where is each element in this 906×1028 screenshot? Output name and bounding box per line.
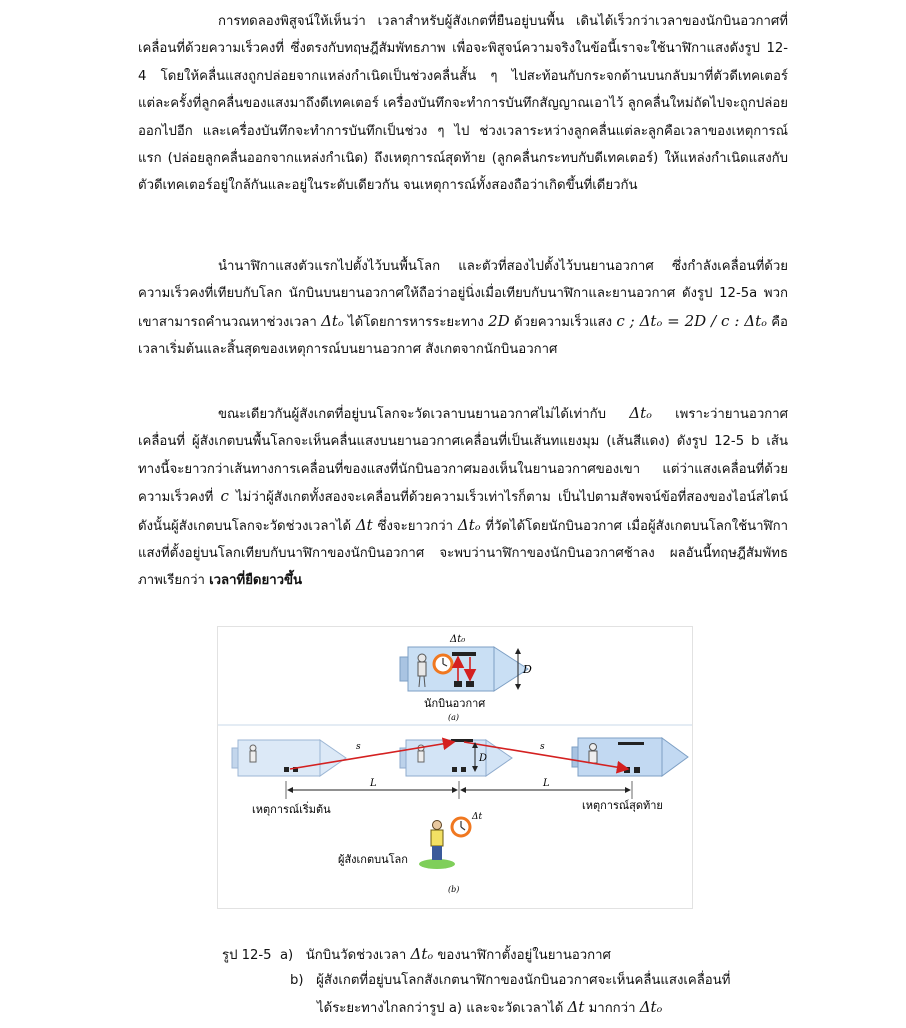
paragraph-2-text-b: ได้โดยการหารระยะทาง: [348, 314, 484, 330]
caption-a-tag: a): [279, 948, 294, 963]
math-2d: 2D: [488, 311, 510, 330]
spaceship-end: [572, 738, 688, 776]
label-astronaut: นักบินอวกาศ: [424, 697, 486, 710]
paragraph-3-text-c: ไม่ว่าผู้สังเกตทั้งสองจะเคลื่อนที่ด้วยความเร็วเท่าไรก็ตาม เป็นไปตามสัจพจน์ข้อที่สองของไอน์สไตน์ ดังนั้นผู้สังเกตบนโลกจะวัดช่วงเวลาได้: [138, 490, 788, 534]
paragraph-3-text-b: เพราะว่ายานอวกาศเคลื่อนที่ ผู้สังเกตบนพื้นโลกจะเห็นคลื่นแสงบนยานอวกาศเคลื่อนที่เป็นเส้นทแยงมุม (เส้นสีแดง) ดังรูป 12-5 b เส้นทางนี้จะยาวกว่าเส้นทางการเคลื่อนที่ของแสงที่นักบินอวกาศมองเห็นในยานอวกาศของเขา แต่ว่าแสงเคลื่อนที่ด้วยความเร็วคงที่: [138, 407, 788, 506]
figure-caption-b2: [317, 994, 662, 1022]
figure-caption-a: [222, 941, 611, 969]
label-L1: L: [370, 778, 377, 789]
paragraph-3-text-d: ซึ่งจะยาวกว่า: [377, 518, 454, 534]
label-s2: s: [540, 742, 545, 752]
caption-b-tag: b): [290, 973, 304, 988]
caption-b-line-1: ผู้สังเกตที่อยู่บนโลกสังเกตนาฬิกาของนักบินอวกาศจะเห็นคลื่นแสงเคลื่อนที่: [316, 973, 731, 988]
paragraph-1-text: การทดลองพิสูจน์ให้เห็นว่า เวลาสำหรับผู้สังเกตที่ยืนอยู่บนพื้น เดินได้เร็วกว่าเวลาของนักบินอวกาศที่เคลื่อนที่ด้วยความเร็วคงที่ ซึ่งตรงกับทฤษฎีสัมพัทธภาพ เพื่อจะพิสูจน์ความจริงในข้อนี้เราจะใช้นาฬิกาแสงดังรูป 12-4 โดยให้คลื่นแสงถูกปล่อยจากแหล่งกำเนิดเป็นช่วงคลื่นสั้น ๆ ไปสะท้อนกับกระจกด้านบนกลับมาที่ตัวดีเทคเตอร์ แต่ละครั้งที่ลูกคลื่นของแสงมาถึงดีเทคเตอร์ เครื่องบันทึกจะทำการบันทึกสัญญาณเอาไว้ ลูกคลื่นใหม่ถัดไปจะถูกปล่อยออกไปอีก และเครื่องบันทึกจะทำการบันทึกเป็นช่วง ๆ ไป ช่วงเวลาระหว่างลูกคลื่นแต่ละลูกคือเวลาของเหตุการณ์แรก (ปล่อยลูกคลื่นออกจากแหล่งกำเนิด) ถึงเหตุการณ์สุดท้าย (ลูกคลื่นกระทบกับดีเทคเตอร์) ให้แหล่งกำเนิดแสงกับตัวดีเทคเตอร์อยู่ใกล้กันและอยู่ในระดับเดียวกัน จนเหตุการณ์ทั้งสองถือว่าเกิดขึ้นที่เดียวกัน: [138, 14, 788, 194]
figure-illustration: [218, 627, 692, 908]
spaceship-middle: [400, 739, 512, 776]
label-L2: L: [543, 778, 550, 789]
label-earth-observer: ผู้สังเกตบนโลก: [338, 853, 408, 866]
paragraph-2-text-a: นำนาฬิกาแสงตัวแรกไปตั้งไว้บนพื้นโลก และตัวที่สองไปตั้งไว้บนยานอวกาศ ซึ่งกำลังเคลื่อนที่ด้วยความเร็วคงที่เทียบกับโลก นักบินบนยานอวกาศให้ถือว่าอยู่นิ่งเมื่อเทียบกับนาฬิกาและยานอวกาศ ดังรูป 12-5a พวกเขาสามารถคำนวณหาช่วงเวลา: [138, 259, 788, 330]
figure-12-5: [217, 626, 693, 909]
ground-patch: [419, 859, 455, 869]
math-delta-t0: Δtₒ: [639, 998, 663, 1016]
math-c: c: [220, 487, 229, 506]
label-delta-t: Δt: [472, 812, 483, 822]
math-delta-t: Δt: [567, 998, 585, 1016]
math-equation: c ; Δtₒ = 2D / c : Δtₒ: [616, 311, 767, 330]
clock-icon: [434, 655, 452, 673]
label-D-a: D: [523, 663, 532, 676]
paragraph-3-text-e: ที่วัดได้โดยนักบินอวกาศ เมื่อผู้สังเกตบนโลกใช้นาฬิกาแสงที่ตั้งอยู่บนโลกเทียบกับนาฬิกาของนักบินอวกาศ จะพบว่านาฬิกาของนักบินอวกาศช้าลง ผลอันนี้ทฤษฎีสัมพัทธภาพเรียกว่า: [138, 518, 788, 589]
math-delta-t: Δt: [355, 515, 373, 534]
math-delta-t0: Δtₒ: [321, 311, 344, 330]
spaceship-start: [232, 740, 346, 776]
math-delta-t0: Δtₒ: [457, 515, 481, 534]
paragraph-earth-observer: [138, 400, 788, 595]
figure-caption-b1: [290, 968, 730, 994]
paragraph-astronaut-measure: [138, 253, 788, 364]
label-delta-t0: Δt₀: [450, 634, 466, 645]
label-part-a: (a): [448, 713, 460, 722]
label-event-start: เหตุการณ์เริ่มต้น: [252, 803, 331, 816]
caption-b-line-2a: ได้ระยะทางไกลกว่ารูป a) และจะวัดเวลาได้: [317, 1001, 564, 1016]
math-delta-t0: Δtₒ: [629, 404, 652, 422]
label-part-b: (b): [448, 885, 460, 894]
math-delta-t0: Δtₒ: [410, 945, 434, 963]
caption-a-text-2: ของนาฬิกาตั้งอยู่ในยานอวกาศ: [437, 948, 611, 963]
paragraph-3-text-a: ขณะเดียวกันผู้สังเกตที่อยู่บนโลกจะวัดเวลาบนยานอวกาศไม่ได้เท่ากับ: [218, 407, 606, 422]
label-event-end: เหตุการณ์สุดท้าย: [582, 799, 663, 812]
paragraph-2-text-c: ด้วยความเร็วแสง: [514, 314, 613, 330]
caption-a-text-1: นักบินวัดช่วงเวลา: [305, 948, 407, 963]
clock-icon-observer: [452, 818, 470, 836]
caption-prefix: รูป 12-5: [222, 948, 272, 963]
label-D-b: D: [479, 753, 488, 764]
paragraph-2-text-d: คือเวลาเริ่มต้นและสิ้นสุดของเหตุการณ์บนยานอวกาศ สังเกตจากนักบินอวกาศ: [138, 314, 788, 358]
caption-b-line-2b: มากกว่า: [588, 1001, 636, 1016]
label-s1: s: [356, 742, 361, 752]
paragraph-light-clock-intro: [138, 8, 788, 200]
observer-figure: [431, 821, 443, 861]
term-time-dilation: เวลาที่ยืดยาวขึ้น: [209, 573, 303, 589]
